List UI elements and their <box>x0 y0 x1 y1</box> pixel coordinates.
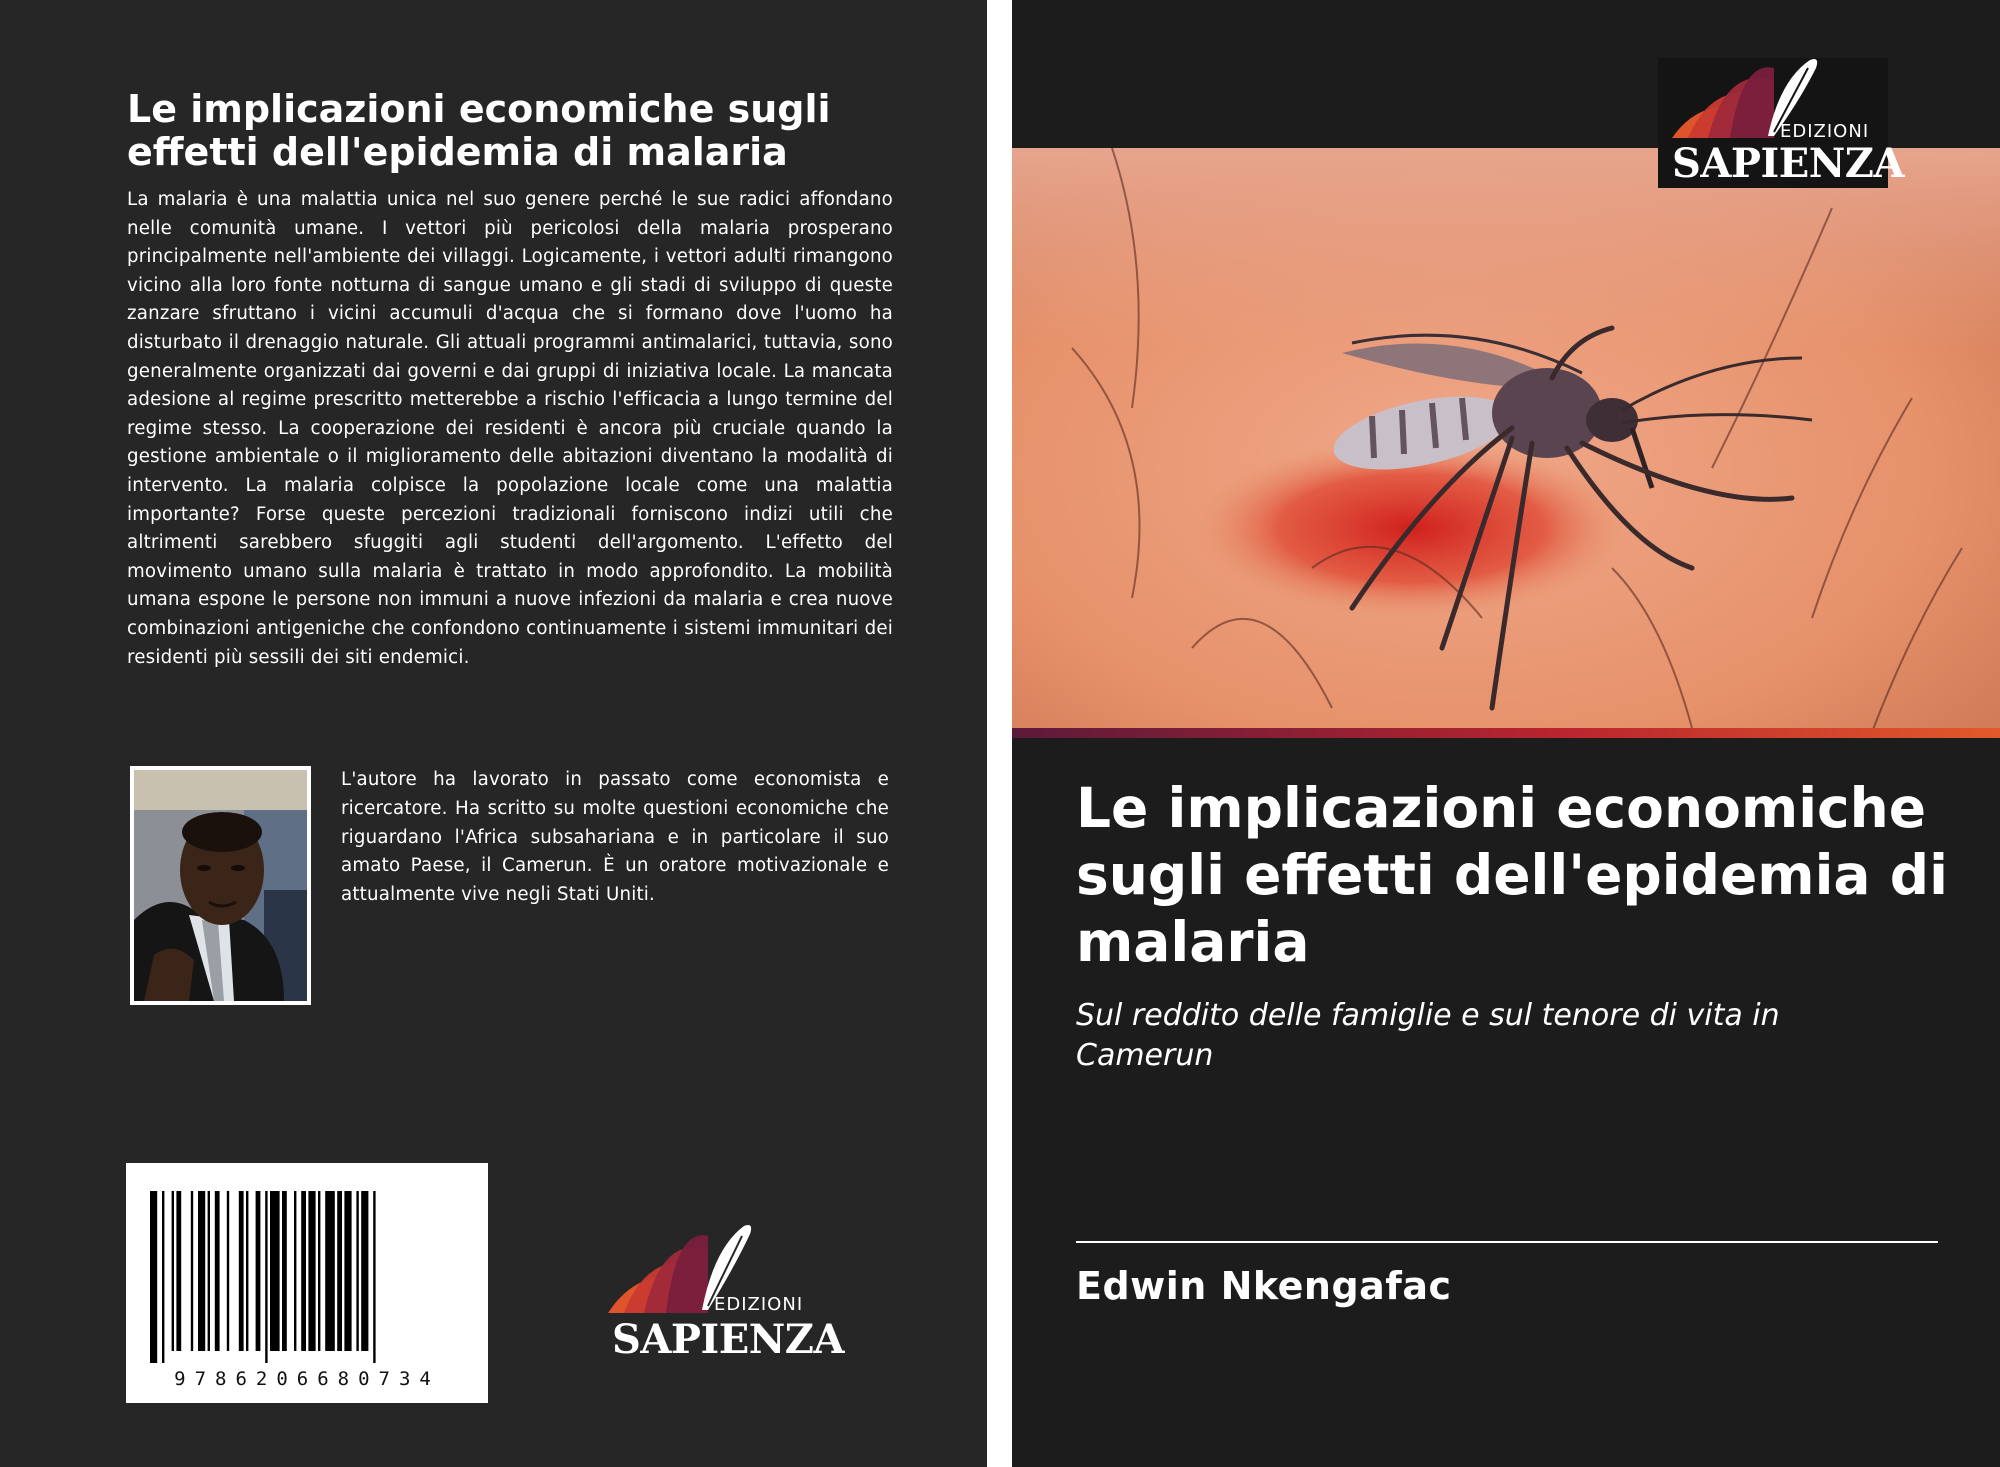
author-bio: L'autore ha lavorato in passato come economista e ricercatore. Ha scritto su molte questioni economiche che riguardano l'Africa subsahariana e in particolare il suo amato Paese, il Camerun. È un oratore motivazionale e attualmente vive negli Stati Uniti. <box>341 769 889 906</box>
publisher-name: SAPIENZA <box>1672 140 1904 187</box>
back-cover <box>0 0 987 1467</box>
publisher-name: SAPIENZA <box>612 1316 844 1363</box>
back-cover-title: Le implicazioni economiche sugli effetti dell'epidemia di malaria <box>127 87 831 174</box>
barcode-icon <box>126 1163 488 1368</box>
publisher-edizioni-label: EDIZIONI <box>1780 121 1870 142</box>
isbn-barcode <box>126 1163 488 1403</box>
publisher-logo-front <box>1658 58 1904 188</box>
cover-accent-strip <box>1012 728 2000 738</box>
mosquito-on-skin-image <box>1012 148 2000 732</box>
front-cover-title: Le implicazioni economiche sugli effetti dell'epidemia di malaria <box>1076 776 1948 974</box>
back-cover-blurb: La malaria è una malattia unica nel suo genere perché le sue radici affondano nelle comunità umane. I vettori più pericolosi della malaria prosperano principalmente nell'ambiente dei villaggi. Logicamente, i vettori adulti rimangono vicino alla loro fonte notturna di sangue umano e gli stadi di sviluppo di queste zanzare sfruttano i vicini accumuli d'acqua che si formano dove l'uomo ha disturbato il drenaggio naturale. Gli attuali programmi antimalarici, tuttavia, sono generalmente organizzati dai governi e dai gruppi di iniziativa locale. La mancata adesione al regime prescritto metterebbe a rischio l'efficacia a lungo termine del regime stesso. La cooperazione dei residenti è ancora più cruciale quando la gestione ambientale o il miglioramento delle abitazioni diventano la modalità di intervento. La malaria colpisce la popolazione locale come una malattia importante? Forse queste percezioni tradizionali forniscono indizi utili che altrimenti sarebbero sfuggiti agli studenti dell'argomento. L'effetto del movimento umano sulla malaria è trattato in modo approfondito. La mobilità umana espone le persone non immuni a nuove infezioni da malaria e crea nuove combinazioni antigeniche che confondono continuamente i sistemi immunitari dei residenti più sessili dei siti endemici. <box>127 189 893 668</box>
author-divider <box>1076 1241 1938 1243</box>
publisher-edizioni-label: EDIZIONI <box>714 1294 804 1315</box>
author-photo <box>130 766 311 1005</box>
front-cover-subtitle: Sul reddito delle famiglie e sul tenore di vita in Camerun <box>1076 998 1780 1073</box>
barcode-number: 9786206680734 <box>174 1368 440 1390</box>
cover-image <box>1012 148 2000 732</box>
publisher-logo-back <box>604 1218 844 1363</box>
book-spine <box>987 0 1012 1467</box>
front-cover-author: Edwin Nkengafac <box>1076 1264 1452 1308</box>
